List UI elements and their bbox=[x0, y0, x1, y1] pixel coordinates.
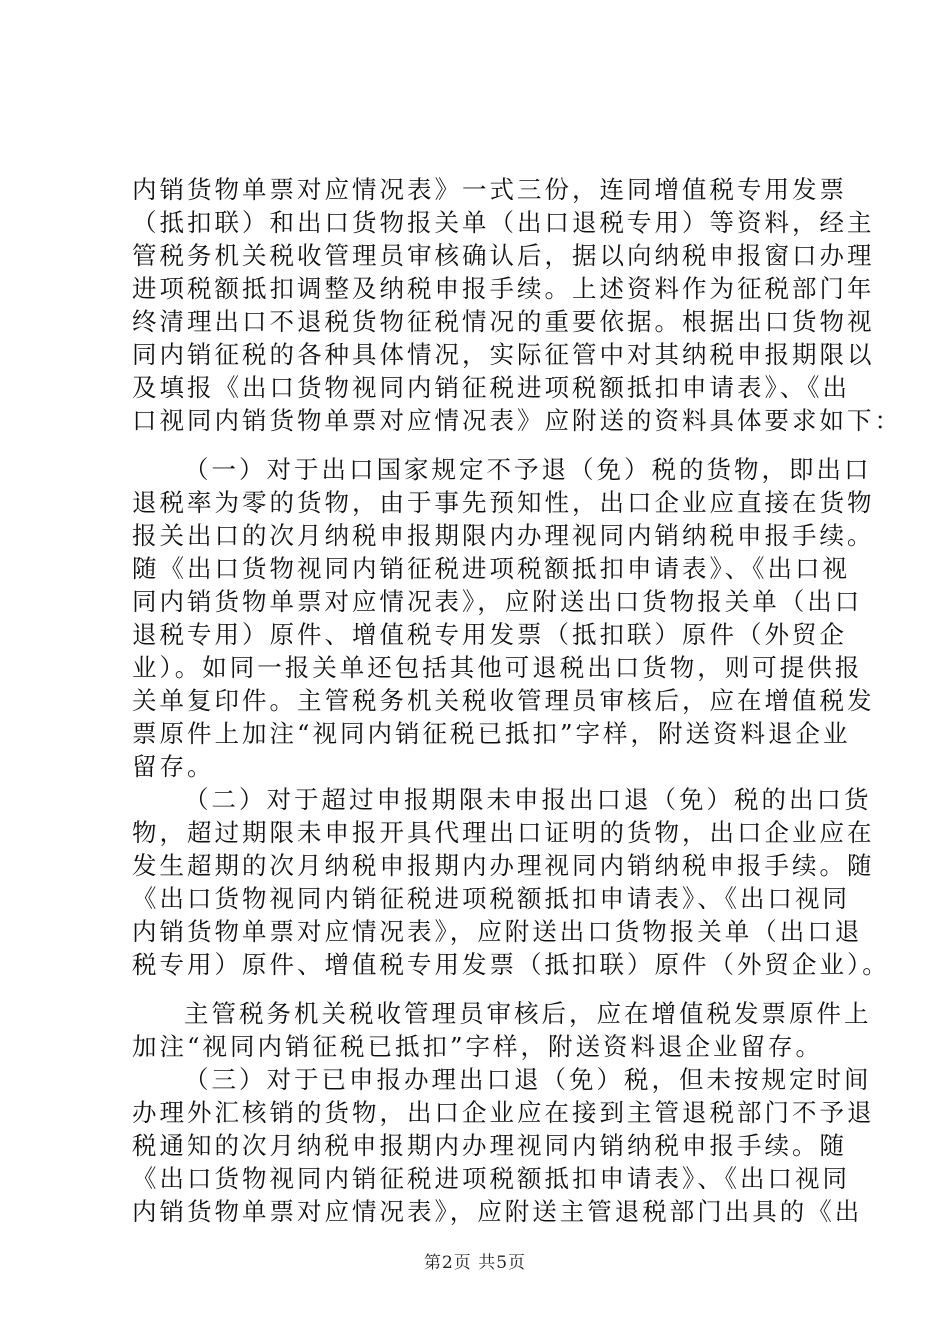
text-line: 关单复印件。主管税务机关税收管理员审核后，应在增值税发 bbox=[132, 686, 875, 715]
text-line: 加注“视同内销征税已抵扣”字样，附送资料退企业留存。 bbox=[132, 1032, 824, 1061]
text-line: 内销货物单票对应情况表》一式三份，连同增值税专用发票 bbox=[132, 175, 847, 204]
text-line: 发生超期的次月纳税申报期内办理视同内销纳税申报手续。随 bbox=[132, 851, 875, 880]
text-line: 办理外汇核销的货物，出口企业应在接到主管退税部门不予退 bbox=[132, 1098, 875, 1127]
paragraph-first-line: （一）对于出口国家规定不予退（免）税的货物，即出口 bbox=[184, 455, 872, 484]
text-line: 报关出口的次月纳税申报期限内办理视同内销纳税申报手续。 bbox=[132, 521, 875, 550]
text-line: 口视同内销货物单票对应情况表》应附送的资料具体要求如下： bbox=[132, 406, 902, 435]
text-line: 退税专用）原件、增值税专用发票（抵扣联）原件（外贸企 bbox=[132, 620, 847, 649]
text-line: 同内销征税的各种具体情况，实际征管中对其纳税申报期限以 bbox=[132, 340, 875, 369]
text-line: 进项税额抵扣调整及纳税申报手续。上述资料作为征税部门年 bbox=[132, 274, 875, 303]
text-line: 税通知的次月纳税申报期内办理视同内销纳税申报手续。随 bbox=[132, 1131, 847, 1160]
text-line: 留存。 bbox=[132, 752, 215, 781]
text-line: 业）。如同一报关单还包括其他可退税出口货物，则可提供报 bbox=[132, 653, 863, 682]
text-line: 票原件上加注“视同内销征税已抵扣”字样，附送资料退企业 bbox=[132, 719, 851, 748]
paragraph-first-line: 主管税务机关税收管理员审核后，应在增值税发票原件上 bbox=[184, 999, 872, 1028]
text-line: 同内销货物单票对应情况表》，应附送出口货物报关单（出口 bbox=[132, 587, 863, 616]
text-line: 及填报《出口货物视同内销征税进项税额抵扣申请表》、《出 bbox=[132, 373, 850, 402]
text-line: 管税务机关税收管理员审核确认后，据以向纳税申报窗口办理 bbox=[132, 241, 875, 270]
text-line: 《出口货物视同内销征税进项税额抵扣申请表》、《出口视同 bbox=[132, 1164, 850, 1193]
text-line: 随《出口货物视同内销征税进项税额抵扣申请表》、《出口视 bbox=[132, 554, 850, 583]
paragraph-first-line: （三）对于已申报办理出口退（免）税，但未按规定时间 bbox=[184, 1065, 872, 1094]
text-line: 内销货物单票对应情况表》，应附送出口货物报关单（出口退 bbox=[132, 917, 863, 946]
text-line: 内销货物单票对应情况表》，应附送主管退税部门出具的《出 bbox=[132, 1197, 863, 1226]
text-line: 物，超过期限未申报开具代理出口证明的货物，出口企业应在 bbox=[132, 818, 875, 847]
text-line: 税专用）原件、增值税专用发票（抵扣联）原件（外贸企业）。 bbox=[132, 950, 890, 979]
text-line: （抵扣联）和出口货物报关单（出口退税专用）等资料，经主 bbox=[132, 208, 875, 237]
text-line: 退税率为零的货物，由于事先预知性，出口企业应直接在货物 bbox=[132, 488, 875, 517]
text-line: 《出口货物视同内销征税进项税额抵扣申请表》、《出口视同 bbox=[132, 884, 850, 913]
paragraph-first-line: （二）对于超过申报期限未申报出口退（免）税的出口货 bbox=[184, 785, 872, 814]
text-line: 终清理出口不退税货物征税情况的重要依据。根据出口货物视 bbox=[132, 307, 875, 336]
page-number-footer: 第2页 共5页 bbox=[423, 1253, 527, 1273]
